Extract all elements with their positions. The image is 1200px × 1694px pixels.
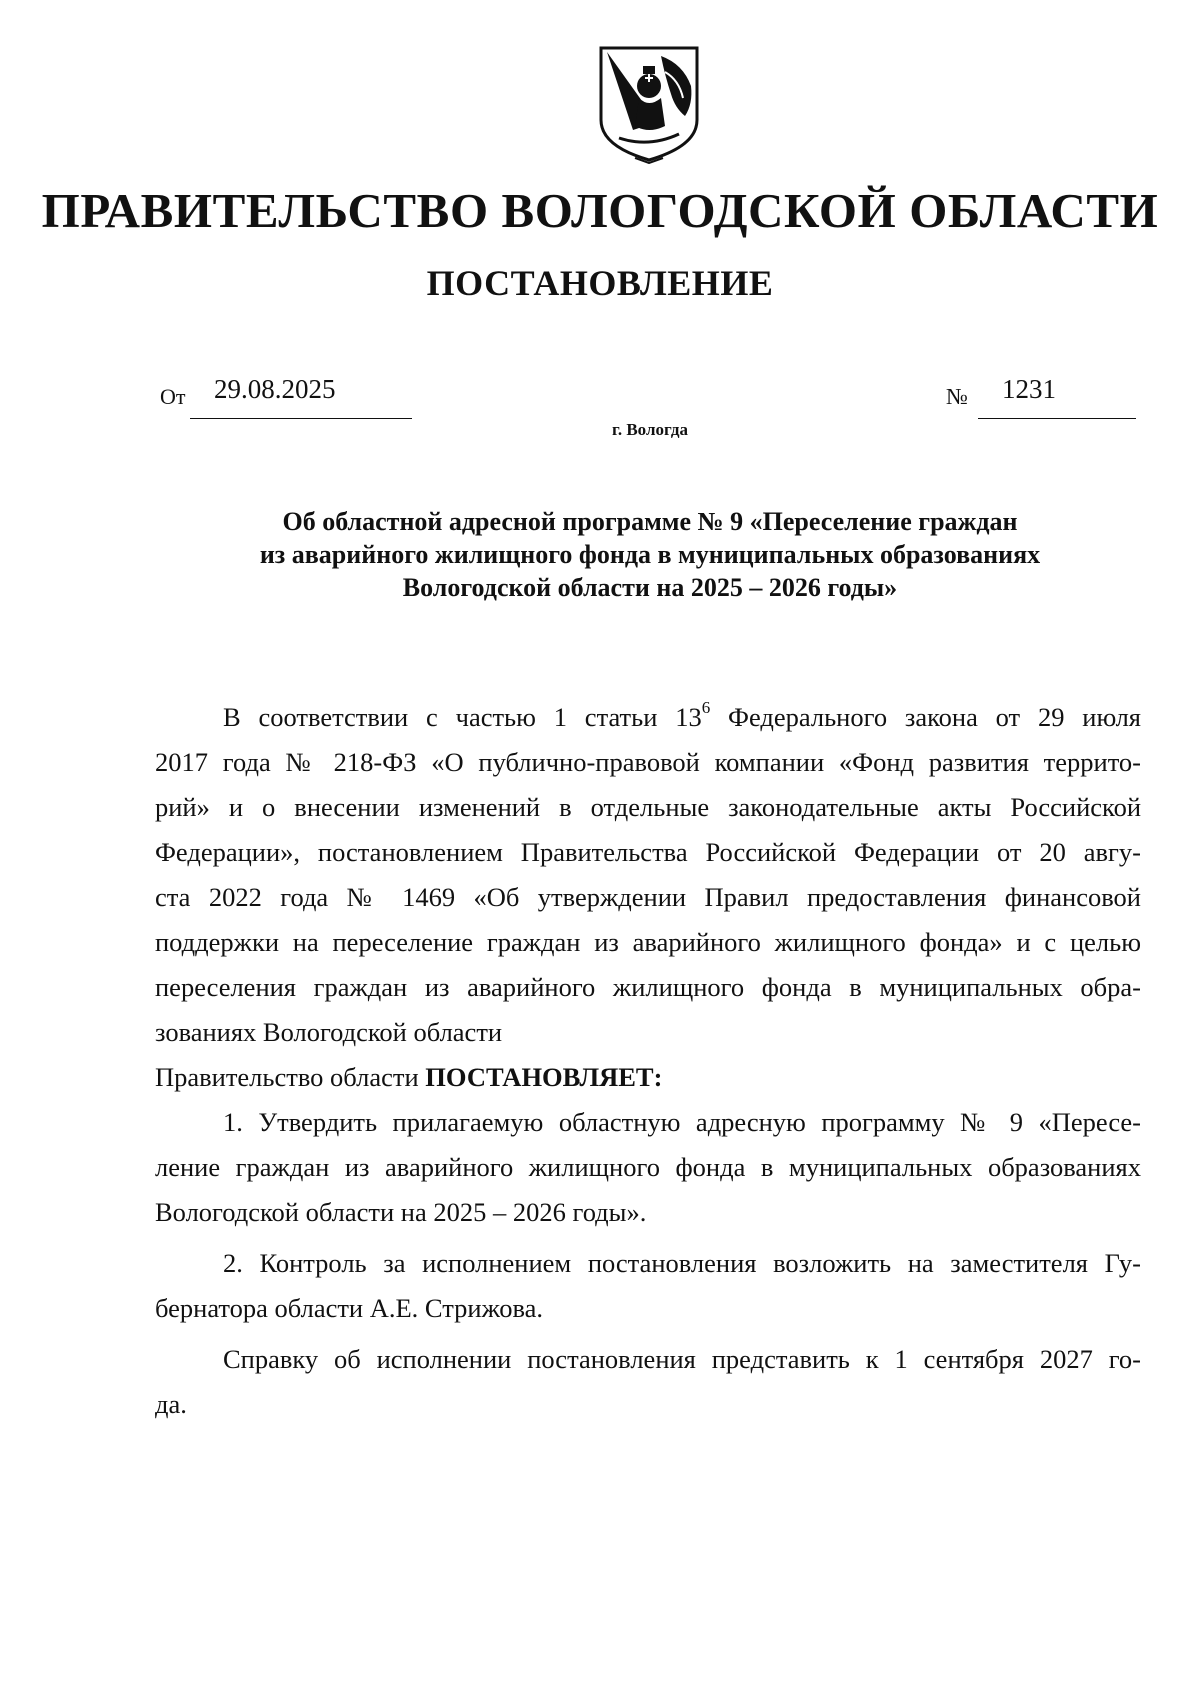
text-line: ление граждан из аварийного жилищного фонда в муниципальных образованиях — [155, 1152, 1141, 1182]
superscript: 6 — [701, 698, 711, 717]
text-line: Федерации», постановлением Правительства Российской Федерации от 20 авгу- — [155, 837, 1141, 867]
text-line: 2017 года № 218-ФЗ «О публично-правовой компании «Фонд развития террито- — [155, 747, 1141, 777]
resolution-keyword: ПОСТАНОВЛЯЕТ: — [425, 1062, 663, 1092]
text-fragment: Правительство области — [155, 1062, 426, 1092]
text-line: Вологодской области на 2025 – 2026 годы». — [155, 1197, 647, 1227]
document-type-heading: ПОСТАНОВЛЕНИЕ — [426, 263, 774, 303]
text-fragment: В соответствии с частью 1 статьи 13 — [223, 702, 702, 732]
text-fragment: Федерального закона от 29 июля — [710, 702, 1141, 732]
item-1 — [155, 1100, 1141, 1235]
text-line: 2. Контроль за исполнением постановления возложить на заместителя Гу- — [223, 1248, 1141, 1278]
title-line: Об областной адресной программе № 9 «Переселение граждан — [282, 507, 1018, 536]
text-line: да. — [155, 1389, 187, 1419]
date-label: От — [160, 384, 186, 409]
title-line: из аварийного жилищного фонда в муниципальных образованиях — [259, 540, 1041, 569]
text-line: бернатора области А.Е. Стрижова. — [155, 1293, 544, 1323]
item-2 — [155, 1241, 1141, 1331]
organization-heading: ПРАВИТЕЛЬСТВО ВОЛОГОДСКОЙ ОБЛАСТИ — [41, 183, 1159, 238]
text-line: рий» и о внесении изменений в отдельные законодательные акты Российской — [155, 792, 1141, 822]
document-title — [150, 505, 1150, 604]
title-line: Вологодской области на 2025 – 2026 годы» — [402, 573, 898, 602]
coat-of-arms-emblem — [595, 42, 703, 164]
text-line: Справку об исполнении постановления представить к 1 сентября 2027 го- — [223, 1344, 1141, 1374]
text-line — [155, 695, 1141, 740]
text-line: зованиях Вологодской области — [155, 1017, 503, 1047]
number-field — [978, 374, 1136, 419]
city: г. Вологда — [612, 420, 688, 439]
resolution-line — [155, 1055, 1141, 1100]
text-line: 1. Утвердить прилагаемую областную адресную программу № 9 «Пересе- — [223, 1107, 1141, 1137]
text-line: поддержки на переселение граждан из аварийного жилищного фонда» и с целью — [155, 927, 1141, 957]
document-number: 1231 — [1002, 374, 1056, 404]
document-date: 29.08.2025 — [214, 374, 336, 404]
text-line: переселения граждан из аварийного жилищного фонда в муниципальных обра- — [155, 972, 1141, 1002]
preamble-paragraph — [155, 695, 1141, 1055]
date-field — [190, 374, 412, 419]
text-line: ста 2022 года № 1469 «Об утверждении Правил предоставления финансовой — [155, 882, 1141, 912]
report-paragraph — [155, 1337, 1141, 1427]
document-body — [155, 695, 1141, 1427]
number-label: № — [946, 384, 968, 409]
